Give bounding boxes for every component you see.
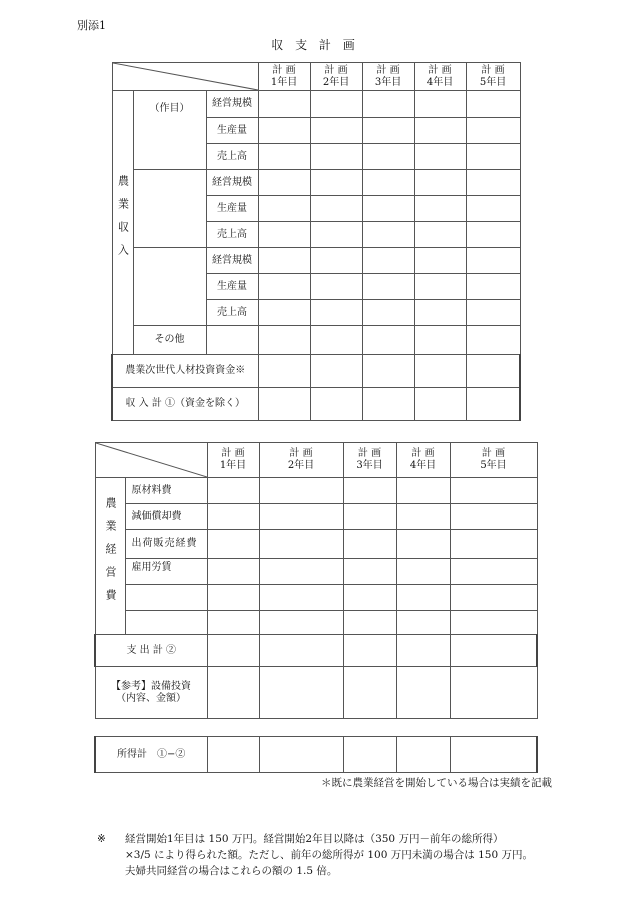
diagonal-line: [113, 63, 258, 90]
input-cell[interactable]: [396, 611, 450, 635]
income-plan-table: [111, 62, 521, 421]
input-cell[interactable]: [259, 559, 343, 585]
input-cell[interactable]: [343, 667, 396, 719]
input-cell[interactable]: [259, 504, 343, 530]
input-cell[interactable]: [310, 91, 362, 118]
row-label-scale: 経営規模: [206, 170, 258, 196]
other-label: その他: [133, 326, 206, 355]
input-cell[interactable]: [310, 355, 362, 388]
input-cell[interactable]: [207, 504, 259, 530]
input-cell[interactable]: [362, 144, 414, 170]
capital-investment-label: 【参考】設備投資 （内容、金額）: [95, 667, 207, 719]
input-cell[interactable]: [466, 118, 520, 144]
input-cell[interactable]: [258, 274, 310, 300]
expense-item-labor: 雇用労賃: [125, 559, 207, 585]
input-cell[interactable]: [466, 355, 520, 388]
input-cell[interactable]: [414, 300, 466, 326]
grant-row-label: 農業次世代人材投資資金※: [112, 355, 258, 388]
year-header-2: 計 画 2年目: [310, 63, 362, 91]
input-cell[interactable]: [258, 248, 310, 274]
input-cell[interactable]: [396, 667, 450, 719]
input-cell[interactable]: [362, 326, 414, 355]
input-cell[interactable]: [310, 118, 362, 144]
input-cell[interactable]: [258, 91, 310, 118]
row-label-production: 生産量: [206, 274, 258, 300]
input-cell[interactable]: [207, 530, 259, 559]
input-cell[interactable]: [207, 635, 259, 667]
page-label: 別添1: [77, 19, 106, 32]
input-cell[interactable]: [414, 355, 466, 388]
input-cell[interactable]: [310, 144, 362, 170]
row-label-sales: 売上高: [206, 222, 258, 248]
year-header-5: 計 画 5年目: [466, 63, 520, 91]
actuals-note: ＊既に農業経営を開始している場合は実績を記載: [321, 777, 552, 789]
input-cell[interactable]: [362, 355, 414, 388]
input-cell[interactable]: [259, 737, 343, 773]
input-cell[interactable]: [310, 300, 362, 326]
input-cell[interactable]: [466, 326, 520, 355]
expense-item-shipping: 出荷販売経費: [125, 530, 207, 559]
input-cell[interactable]: [396, 478, 450, 504]
expense-item-blank[interactable]: [125, 611, 207, 635]
input-cell[interactable]: [466, 248, 520, 274]
input-cell[interactable]: [258, 326, 310, 355]
input-cell[interactable]: [362, 170, 414, 196]
input-cell[interactable]: [362, 388, 414, 421]
input-cell[interactable]: [466, 170, 520, 196]
input-cell[interactable]: [362, 91, 414, 118]
header-diagonal-cell: [112, 63, 258, 91]
input-cell[interactable]: [396, 559, 450, 585]
input-cell[interactable]: [450, 559, 537, 585]
input-cell[interactable]: [414, 196, 466, 222]
input-cell[interactable]: [414, 144, 466, 170]
year-header-3: 計 画 3年目: [362, 63, 414, 91]
input-cell[interactable]: [259, 530, 343, 559]
input-cell[interactable]: [258, 355, 310, 388]
input-cell[interactable]: [343, 611, 396, 635]
input-cell[interactable]: [450, 530, 537, 559]
input-cell[interactable]: [343, 504, 396, 530]
input-cell[interactable]: [258, 388, 310, 421]
expense-total-label: 支 出 計 ②: [95, 635, 207, 667]
input-cell[interactable]: [362, 300, 414, 326]
diagonal-line: [96, 443, 207, 477]
row-label-scale: 経営規模: [206, 248, 258, 274]
input-cell[interactable]: [450, 504, 537, 530]
input-cell[interactable]: [258, 196, 310, 222]
crop-name-cell[interactable]: [133, 170, 206, 248]
farm-expense-side-label: 農業経営費: [95, 478, 125, 635]
input-cell[interactable]: [466, 91, 520, 118]
input-cell[interactable]: [343, 478, 396, 504]
input-cell[interactable]: [466, 274, 520, 300]
input-cell[interactable]: [206, 326, 258, 355]
input-cell[interactable]: [310, 222, 362, 248]
input-cell[interactable]: [259, 611, 343, 635]
crop-name-cell: （作目）: [133, 91, 206, 170]
input-cell[interactable]: [466, 222, 520, 248]
input-cell[interactable]: [396, 737, 450, 773]
input-cell[interactable]: [258, 144, 310, 170]
input-cell[interactable]: [396, 585, 450, 611]
input-cell[interactable]: [207, 559, 259, 585]
input-cell[interactable]: [207, 667, 259, 719]
input-cell[interactable]: [466, 388, 520, 421]
input-cell[interactable]: [343, 530, 396, 559]
input-cell[interactable]: [362, 196, 414, 222]
input-cell[interactable]: [466, 300, 520, 326]
input-cell[interactable]: [414, 222, 466, 248]
header-diagonal-cell: [95, 443, 207, 478]
input-cell[interactable]: [310, 248, 362, 274]
footnote-line: 経営開始1年目は 150 万円。経営開始2年目以降は（350 万円－前年の総所得）: [125, 833, 504, 845]
year-header-1: 計 画 1年目: [207, 443, 259, 478]
input-cell[interactable]: [343, 737, 396, 773]
input-cell[interactable]: [258, 170, 310, 196]
input-cell[interactable]: [207, 737, 259, 773]
input-cell[interactable]: [259, 585, 343, 611]
farm-income-side-label: 農業収入: [112, 91, 133, 355]
income-total-label: 収 入 計 ①（資金を除く）: [112, 388, 258, 421]
input-cell[interactable]: [450, 611, 537, 635]
row-label-scale: 経営規模: [206, 91, 258, 118]
net-income-table: [94, 736, 538, 773]
input-cell[interactable]: [396, 530, 450, 559]
input-cell[interactable]: [414, 170, 466, 196]
input-cell[interactable]: [450, 737, 537, 773]
input-cell[interactable]: [259, 478, 343, 504]
input-cell[interactable]: [310, 196, 362, 222]
year-header-4: 計 画 4年目: [396, 443, 450, 478]
year-header-4: 計 画 4年目: [414, 63, 466, 91]
input-cell[interactable]: [258, 222, 310, 248]
input-cell[interactable]: [343, 635, 396, 667]
input-cell[interactable]: [414, 388, 466, 421]
year-header-2: 計 画 2年目: [259, 443, 343, 478]
input-cell[interactable]: [207, 585, 259, 611]
input-cell[interactable]: [450, 585, 537, 611]
input-cell[interactable]: [310, 388, 362, 421]
year-header-3: 計 画 3年目: [343, 443, 396, 478]
footnote: [97, 831, 567, 879]
input-cell[interactable]: [259, 667, 343, 719]
crop-name-cell[interactable]: [133, 248, 206, 326]
footnote-line: ×3/5 により得られた額。ただし、前年の総所得が 100 万円未満の場合は 150 万円。: [125, 849, 533, 861]
footnote-mark: ※: [97, 833, 106, 845]
input-cell[interactable]: [450, 478, 537, 504]
row-label-sales: 売上高: [206, 144, 258, 170]
input-cell[interactable]: [414, 248, 466, 274]
input-cell[interactable]: [396, 504, 450, 530]
input-cell[interactable]: [310, 274, 362, 300]
input-cell[interactable]: [362, 222, 414, 248]
input-cell[interactable]: [414, 118, 466, 144]
input-cell[interactable]: [258, 300, 310, 326]
input-cell[interactable]: [207, 611, 259, 635]
row-label-production: 生産量: [206, 118, 258, 144]
document-title: 収 支 計 画: [271, 38, 359, 52]
expense-item-blank[interactable]: [125, 585, 207, 611]
input-cell[interactable]: [362, 118, 414, 144]
input-cell[interactable]: [450, 667, 537, 719]
input-cell[interactable]: [310, 326, 362, 355]
input-cell[interactable]: [466, 196, 520, 222]
row-label-production: 生産量: [206, 196, 258, 222]
year-header-1: 計 画 1年目: [258, 63, 310, 91]
input-cell[interactable]: [207, 478, 259, 504]
input-cell[interactable]: [362, 274, 414, 300]
input-cell[interactable]: [343, 585, 396, 611]
input-cell[interactable]: [259, 635, 343, 667]
input-cell[interactable]: [466, 144, 520, 170]
expense-plan-table: [94, 442, 538, 719]
input-cell[interactable]: [343, 559, 396, 585]
input-cell[interactable]: [396, 635, 450, 667]
input-cell[interactable]: [414, 326, 466, 355]
input-cell[interactable]: [258, 118, 310, 144]
footnote-line: 夫婦共同経営の場合はこれらの額の 1.5 倍。: [125, 865, 338, 877]
year-header-5: 計 画 5年目: [450, 443, 537, 478]
net-income-label: 所得計 ①−②: [95, 737, 207, 773]
input-cell[interactable]: [362, 248, 414, 274]
row-label-sales: 売上高: [206, 300, 258, 326]
input-cell[interactable]: [414, 274, 466, 300]
expense-item-depreciation: 減価償却費: [125, 504, 207, 530]
input-cell[interactable]: [450, 635, 537, 667]
input-cell[interactable]: [414, 91, 466, 118]
expense-item-materials: 原材料費: [125, 478, 207, 504]
input-cell[interactable]: [310, 170, 362, 196]
